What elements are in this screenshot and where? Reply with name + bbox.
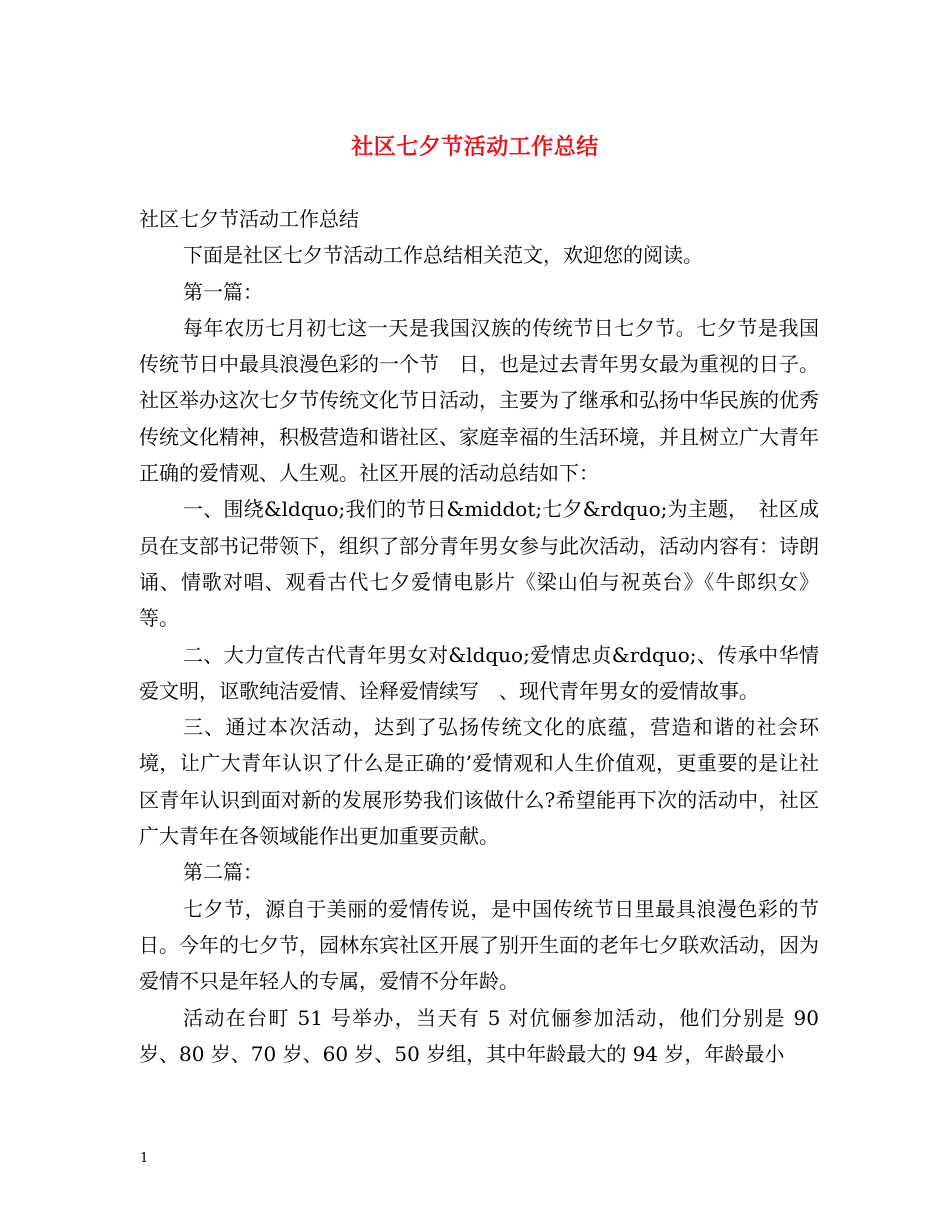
document-body <box>139 201 819 1072</box>
body-paragraph: 二、大力宣传古代青年男女对&ldquo;爱情忠贞&rdquo;、传承中华情爱文明，讴歌纯洁爱情、诠释爱情续写 、现代青年男女的爱情故事。 <box>139 642 819 703</box>
body-paragraph: 活动在台町 51 号举办，当天有 5 对伉俪参加活动，他们分别是 90 岁、80 岁、70 岁、60 岁、50 岁组，其中年龄最大的 94 岁，年龄最小 <box>139 1005 819 1066</box>
body-paragraph: 一、围绕&ldquo;我们的节日&middot;七夕&rdquo;为主题， 社区成员在支部书记带领下，组织了部分青年男女参与此次活动，活动内容有：诗朗诵、情歌对唱、观看古代七夕爱情电影片《梁山伯与祝英台》《牛郎织女》等。 <box>139 497 819 631</box>
body-paragraph: 每年农历七月初七这一天是我国汉族的传统节日七夕节。七夕节是我国传统节日中最具浪漫色彩的一个节 日，也是过去青年男女最为重视的日子。社区举办这次七夕节传统文化节日活动，主要为了继承和弘扬中华民族的优秀传统文化精神，积极营造和谐社区、家庭幸福的生活环境，并且树立广大青年正确的爱情观、人生观。社区开展的活动总结如下： <box>139 315 819 486</box>
body-paragraph: 三、通过本次活动，达到了弘扬传统文化的底蕴，营造和谐的社会环境，让广大青年认识了什么是正确的’爱情观和人生价值观，更重要的是让社区青年认识到面对新的发展形势我们该做什么?希望能再下次的活动中，社区广大青年在各领域能作出更加重要贡献。 <box>139 715 819 849</box>
body-paragraph: 第一篇： <box>183 279 263 304</box>
document-title: 社区七夕节活动工作总结 <box>351 134 599 160</box>
body-paragraph: 下面是社区七夕节活动工作总结相关范文，欢迎您的阅读。 <box>183 243 703 268</box>
body-paragraph: 第二篇： <box>183 860 263 885</box>
body-paragraph: 社区七夕节活动工作总结 <box>139 207 359 231</box>
body-paragraph: 七夕节，源自于美丽的爱情传说，是中国传统节日里最具浪漫色彩的节日。今年的七夕节，园林东宾社区开展了别开生面的老年七夕联欢活动，因为爱情不只是年轻人的专属，爱情不分年龄。 <box>139 896 819 994</box>
page-number: 1 <box>140 1151 149 1166</box>
